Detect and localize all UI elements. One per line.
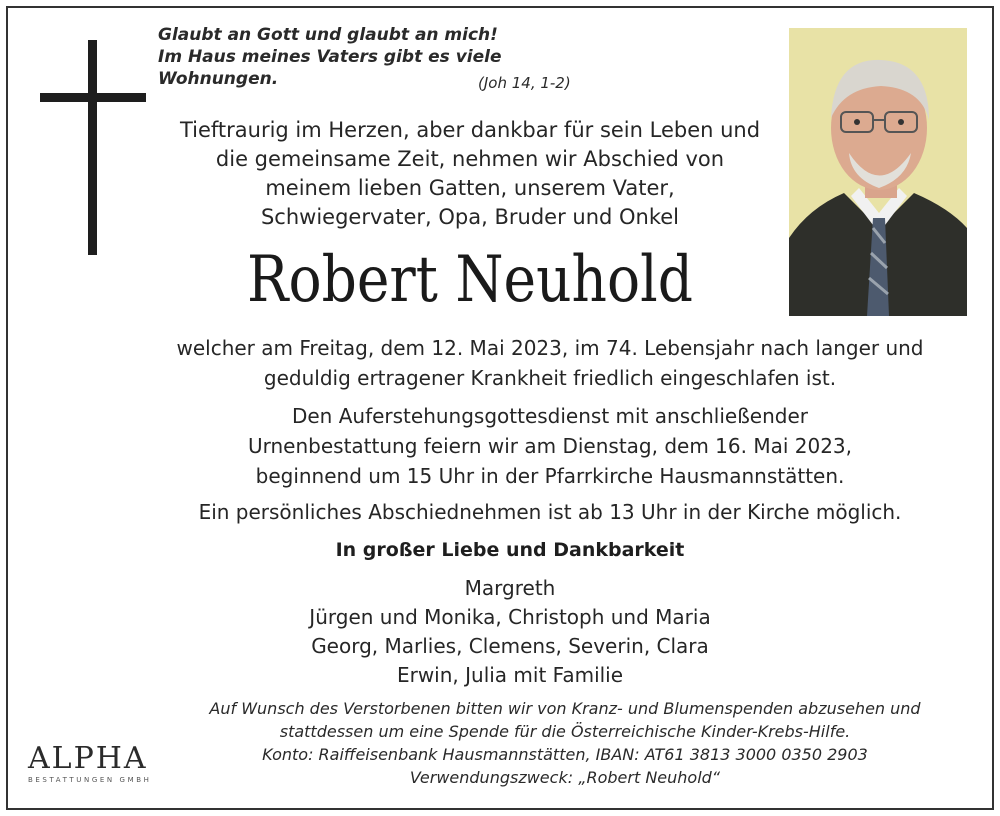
death-line: geduldig ertragener Krankheit friedlich eingeschlafen ist. (263, 366, 837, 390)
logo-sub-text: BESTATTUNGEN GMBH (28, 776, 152, 784)
family-member: Georg, Marlies, Clemens, Severin, Clara (311, 634, 709, 658)
intro-line: Tieftraurig im Herzen, aber dankbar für sein Leben und (179, 118, 761, 142)
verse-line-1: Glaubt an Gott und glaubt an mich! (158, 25, 498, 45)
verse-reference: (Joh 14, 1-2) (478, 74, 571, 92)
portrait-illustration (789, 28, 967, 316)
donation-note (160, 697, 970, 789)
intro-line: Schwiegervater, Opa, Bruder und Onkel (260, 205, 680, 229)
family-list (250, 574, 770, 690)
service-line: Urnenbestattung feiern wir am Dienstag, dem 16. Mai 2023, (247, 434, 853, 458)
donation-line: Konto: Raiffeisenbank Hausmannstätten, IBAN: AT61 3813 3000 0350 2903 (262, 745, 868, 764)
verse-line-2: Im Haus meines Vaters gibt es viele Wohnungen. (158, 47, 502, 89)
family-member: Jürgen und Monika, Christoph und Maria (309, 605, 711, 629)
closing-line: In großer Liebe und Dankbarkeit (335, 539, 685, 561)
intro-line: die gemeinsame Zeit, nehmen wir Abschied von (215, 147, 725, 171)
service-line: Den Auferstehungsgottesdienst mit anschließender (291, 404, 809, 428)
family-member: Erwin, Julia mit Familie (396, 663, 624, 687)
service-line: beginnend um 15 Uhr in der Pfarrkirche Hausmannstätten. (255, 464, 845, 488)
farewell-information: Ein persönliches Abschiednehmen ist ab 13 Uhr in der Kirche möglich. (198, 500, 902, 524)
death-line: welcher am Freitag, dem 12. Mai 2023, im 74. Lebensjahr nach langer und (176, 336, 924, 360)
intro-line: meinem lieben Gatten, unserem Vater, (265, 176, 675, 200)
intro-text (150, 116, 790, 232)
donation-line: Auf Wunsch des Verstorbenen bitten wir von Kranz- und Blumenspenden abzusehen und (209, 699, 921, 718)
donation-line: stattdessen um eine Spende für die Österreichische Kinder-Krebs-Hilfe. (279, 722, 851, 741)
death-announcement (140, 333, 960, 393)
funeral-home-logo (28, 743, 168, 785)
donation-line: Verwendungszweck: „Robert Neuhold“ (409, 768, 721, 787)
service-information (140, 401, 960, 491)
family-member: Margreth (464, 576, 556, 600)
deceased-name: Robert Neuhold (247, 243, 693, 317)
portrait-photo (789, 28, 967, 316)
logo-main-text: ALPHA (28, 741, 148, 776)
